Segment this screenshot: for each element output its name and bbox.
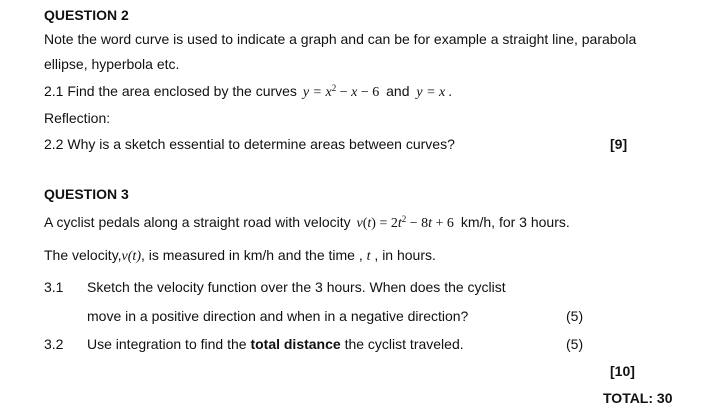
q3-1-line-1: Sketch the velocity function over the 3 hours. When does the cyclist <box>87 279 506 295</box>
q3-2-question <box>87 336 464 352</box>
q2-2-question: 2.2 Why is a sketch essential to determine areas between curves? <box>44 136 455 152</box>
q2-1-and: and <box>386 83 410 99</box>
q3-1-marks: (5) <box>566 308 584 324</box>
q2-1-question <box>44 83 452 101</box>
q3-intro-line <box>44 214 570 232</box>
velocity-symbol: v(t) <box>121 249 141 264</box>
q2-marks: [9] <box>610 136 628 152</box>
q2-1-text: 2.1 Find the area enclosed by the curves <box>44 83 297 99</box>
q3-units-text-b: , is measured in km/h and the time , <box>140 247 363 263</box>
q2-note-line-2: ellipse, hyperbola etc. <box>44 56 180 72</box>
q3-units-text-c: , in hours. <box>374 247 436 263</box>
q2-1-equation-parabola: $y = x^2 - x - 6$ <box>302 83 380 100</box>
q3-intro-text-a: A cyclist pedals along a straight road with velocity <box>44 214 351 230</box>
reflection-label: Reflection: <box>44 110 111 126</box>
q3-2-number: 3.2 <box>44 336 64 352</box>
q2-note-line-1: Note the word curve is used to indicate a graph and can be for example a straight line, parabola <box>44 31 637 47</box>
q2-1-equation-line: y = x . <box>416 85 453 100</box>
q3-2-text-bold: total distance <box>250 336 341 352</box>
question-3-heading: QUESTION 3 <box>44 186 129 202</box>
q3-2-text-a: Use integration to find the <box>87 336 247 352</box>
time-symbol: t <box>366 249 371 264</box>
question-2-heading: QUESTION 2 <box>44 7 129 23</box>
q3-total-marks: [10] <box>610 363 635 379</box>
velocity-equation: $v(t) = 2t^2 - 8t + 6$ <box>356 214 454 231</box>
q3-units-text-a: The velocity, <box>44 247 122 263</box>
q3-intro-text-b: km/h, for 3 hours. <box>460 214 570 230</box>
q3-2-text-b: the cyclist traveled. <box>344 336 464 352</box>
grand-total: TOTAL: 30 <box>603 390 673 406</box>
q3-2-marks: (5) <box>566 336 584 352</box>
q3-units-line <box>44 247 436 265</box>
q3-1-number: 3.1 <box>44 279 64 295</box>
q3-1-line-2: move in a positive direction and when in a negative direction? <box>87 308 469 324</box>
